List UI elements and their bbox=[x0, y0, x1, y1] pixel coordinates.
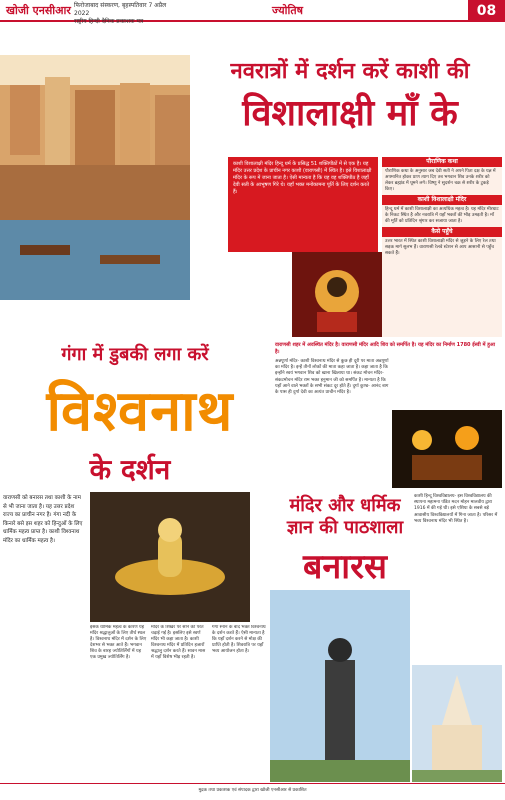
dateline-tagline: राष्ट्रीय हिन्दी दैनिक प्रकाशक पत्र bbox=[74, 18, 144, 25]
body-column-2: मंदिर के शिखर पर सोने की परत चढ़ाई गई है। इसलिए इसे स्वर्ण मंदिर भी कहा जाता है। काशी विश्वनाथ मंदिर में प्रतिदिन हजारों श्रद्धालु दर्शन करते हैं। सावन मास में यहाँ विशेष भीड़ रहती है। bbox=[151, 625, 206, 660]
vishwanath-shivling-photo bbox=[90, 492, 250, 622]
vishwanath-headline: विश्वनाथ bbox=[46, 379, 234, 444]
vishalakshi-idol-photo bbox=[292, 252, 382, 337]
temple-headline-line1: मंदिर और धर्मिक bbox=[289, 495, 401, 516]
section-title: ज्योतिष bbox=[272, 4, 303, 17]
varanasi-ghat-photo bbox=[0, 55, 190, 300]
aarti-illustration bbox=[392, 410, 502, 488]
darshan-headline: के दर्शन bbox=[89, 453, 171, 486]
body-columns bbox=[90, 625, 270, 782]
dateline-edition: फिरोजाबाद संस्करण, बृहस्पतिवार 7 अप्रैल 2022 bbox=[74, 2, 167, 17]
sidebar-text-1: पौराणिक कथा के अनुसार जब देवी सती ने अपने पिता दक्ष के यज्ञ में अपमानित होकर प्राण त्याग दिए तब भगवान शिव उनके शरीर को लेकर ब्रह्मांड में घूमने लगे। विष्णु ने सुदर्शन चक्र से शरीर के टुकड़े किए। bbox=[385, 169, 496, 192]
bhu-illustration bbox=[412, 665, 502, 782]
newspaper-brand: खोजी एनसीआर bbox=[6, 4, 71, 17]
sidebar-heading-3: कैसे पहुँचे bbox=[382, 227, 502, 237]
idol-illustration bbox=[292, 252, 382, 337]
temple-headline-line2: ज्ञान की पाठशाला bbox=[286, 517, 404, 538]
statue-illustration bbox=[270, 590, 410, 782]
sidebar-text-2: हिन्दू धर्म में काशी विशालाक्षी का अत्यधिक महत्व है। यह मंदिर मीरघाट के निकट स्थित है और नवरात्रि में यहाँ भक्तों की भीड़ उमड़ती है। माँ की मूर्ति को प्रतिदिन श्रृंगार कर सजाया जाता है। bbox=[385, 207, 499, 224]
lead-intro-box: काशी विशालाक्षी मंदिर हिन्दू धर्म के प्रसिद्ध 51 शक्तिपीठों में से एक है। यह मंदिर उत्तर प्रदेश के प्राचीन नगर काशी (वाराणसी) में स्थित है। इसे विशालाक्षी मंदिर के रूप में जाना जाता है। ऐसी मान्यता है कि यह वह शक्तिपीठ है जहाँ देवी सती के आभूषण गिरे थे। यहाँ भक्त मनोकामना पूर्ति के लिए दर्शन करते हैं। bbox=[228, 157, 378, 252]
sidebar-heading-1: पौराणिक कथा bbox=[382, 157, 502, 167]
ganga-aarti-photo bbox=[392, 410, 502, 488]
malviya-statue-photo bbox=[270, 590, 410, 782]
mid-article-body: अन्नपूर्णा मंदिर- काशी विश्वनाथ मंदिर से कुछ ही दूरी पर माता अन्नपूर्णा का मंदिर है। इन्हें तीनों लोकों की माता कहा जाता है। कहा जाता है कि इन्होंने स्वयं भगवान शिव को खाना खिलाया था। संकट मोचन मंदिर- संकटमोचन मंदिर राम भक्त हनुमान जी को समर्पित है। मान्यता है कि यहाँ आने वाले भक्तों के सभी संकट दूर होते हैं। दुर्गा कुण्ड- आनंद बाग के पास ही दुर्गा देवी का अत्यंत प्राचीन मंदिर है। bbox=[275, 359, 389, 396]
body-column-1: इसके धार्मिक महत्व के कारण यह मंदिर श्रद्धालुओं के लिए तीर्थ स्थल है। विश्वनाथ मंदिर में दर्शन के लिए देशभर से भक्त आते हैं। भगवान शिव के बारह ज्योतिर्लिंगों में यह एक प्रमुख ज्योतिर्लिंग है। bbox=[90, 625, 147, 660]
page-number: 08 bbox=[468, 0, 505, 22]
bhu-article: काशी हिन्दू विश्वविद्यालय- इस विश्वविद्यालय की स्थापना महामना पंडित मदन मोहन मालवीय द्वारा 1916 में की गई थी। इसे एशिया के सबसे बड़े आवासीय विश्वविद्यालयों में गिना जाता है। परिसर में भव्य विश्वनाथ मंदिर भी स्थित है। bbox=[414, 494, 498, 524]
page-footer: मुद्रक तथा प्रकाशक एवं संपादक द्वारा खोजी एनसीआर से प्रकाशित bbox=[0, 783, 505, 800]
sidebar-column bbox=[382, 157, 502, 337]
mid-article-lead: वाराणसी शहर में अवस्थित मंदिर है। वाराणसी मंदिर आदि शिव को समर्पित है। यह मंदिर का निर्माण 1780 ईस्वी में हुआ है। bbox=[275, 342, 495, 355]
ganga-headline: गंगा में डुबकी लगा करें bbox=[61, 344, 209, 365]
temple-headline bbox=[270, 495, 420, 539]
lead-headline-line1: नवरात्रों में दर्शन करें काशी की bbox=[230, 59, 470, 84]
lead-headline-line2: विशालाक्षी माँ के bbox=[242, 93, 458, 134]
banaras-headline: बनारस bbox=[303, 547, 387, 587]
body-column-3: गंगा स्नान के बाद भक्त विश्वनाथ के दर्शन करते हैं। ऐसी मान्यता है कि यहाँ दर्शन करने से मोक्ष की प्राप्ति होती है। शिवरात्रि पर यहाँ भव्य आयोजन होता है। bbox=[212, 625, 266, 654]
dateline bbox=[74, 2, 174, 26]
sidebar-text-3: उत्तर भारत में स्थित काशी विशालाक्षी मंदिर से जुड़ने के लिए रेल तथा सड़क मार्ग सुलभ हैं। वाराणसी रेलवे स्टेशन से आप आसानी से पहुँच सकते हैं। bbox=[385, 239, 496, 256]
shivling-illustration bbox=[90, 492, 250, 622]
sidebar-heading-2: काशी विशालाक्षी मंदिर bbox=[382, 195, 502, 205]
left-column-text: वाराणसी को बनारस तथा काशी के नाम से भी जाना जाता है। यह उत्तर प्रदेश राज्य का प्राचीन नगर है। गंगा नदी के किनारे बसे इस शहर को हिन्दुओं के लिए धार्मिक महत्व प्राप्त है। काशी विश्वनाथ मंदिर का धार्मिक महत्व है। bbox=[3, 495, 83, 544]
bhu-temple-photo bbox=[412, 665, 502, 782]
ghat-illustration bbox=[0, 55, 190, 300]
